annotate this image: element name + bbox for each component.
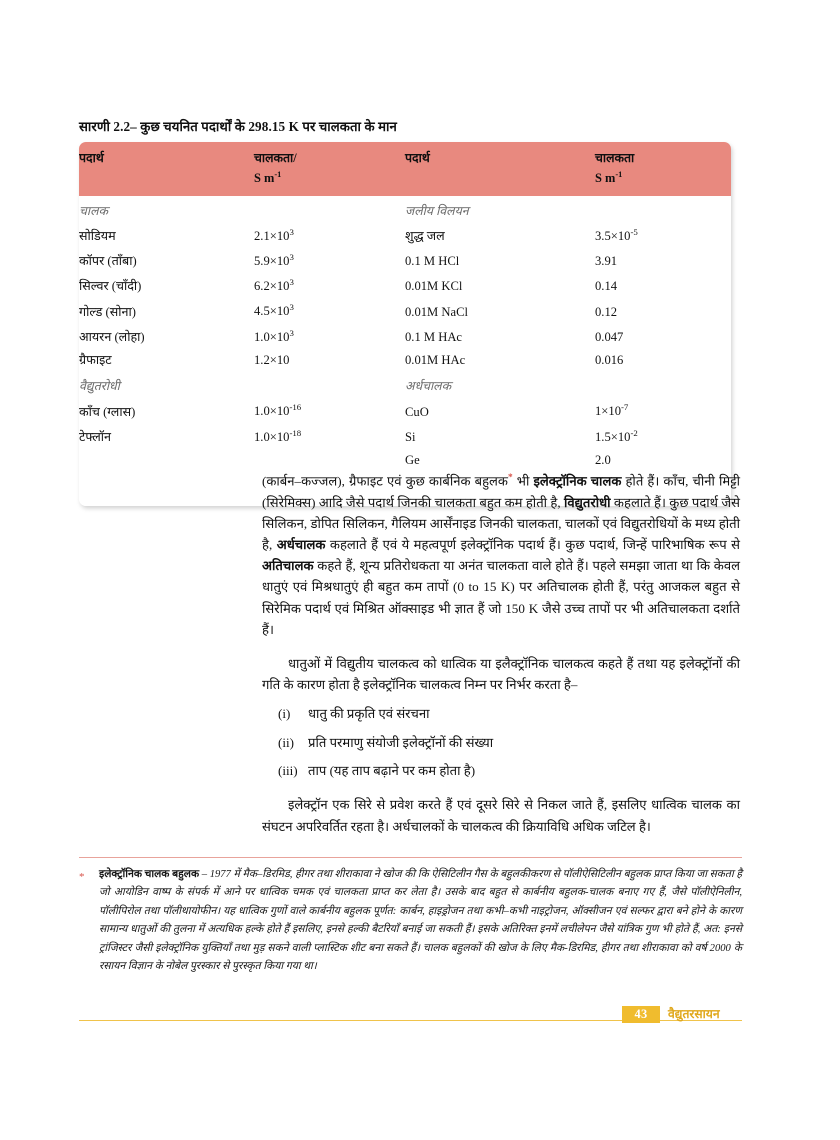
value-exponent: 3 bbox=[289, 251, 294, 262]
list-item-text: प्रति परमाणु संयोजी इलेक्ट्रॉनों की संख्या bbox=[308, 734, 494, 750]
right-conductivity-value bbox=[595, 299, 731, 324]
footnote-description: 1977 में मैक–डिरमिड, हीगर तथा शीराकावा ने खोज की कि ऐसिटिलीन गैस के बहुलकीकरण से पॉलीऐसिटिलीन बहुलक प्राप्त किया जा सकता है जो आयोडिन वाष्प के संपर्क में आने पर धात्विक चमक एवं चालकता प्राप्त कर लेता है। उसके बाद बहुत से कार्बनीय बहुलक-चालक बनाए गए हैं, जैसे पॉलीऐनिलीन, पॉलीपिरोल तथा पॉलीथायोफीन। यह धात्विक गुणों वाले कार्बनीय बहुलक पूर्णत: कार्बन, हाइड्रोजन तथा कभी–कभी नाइट्रोजन, ऑक्सीजन एवं सल्फर द्वारा बने होने के कारण सामान्य धातुओं की तुलना में अत्यधिक हल्के होते हैं इसलिए, इनसे हल्की बैटरियाँ बनाई जा सकती हैं। इसके अतिरिक्त इनमें लचीलेपन जैसे यांत्रिक गुण भी होते हैं, अत: इनसे ट्रांजिस्टर जैसी इलेक्ट्रॉनिक युक्तियाँ तथा मुड़ सकने वाली प्लास्टिक शीट बना सकते हैं। चालक बहुलकों की खोज के लिए मैक-डिरमिड, हीगर तथा शीराकावा को वर्ष 2000 के रसायन विज्ञान के नोबेल पुरस्कार से पुरस्कृत किया गया था। bbox=[99, 869, 742, 973]
footnote-marker: * bbox=[79, 871, 85, 883]
value-mantissa: 2.1×10 bbox=[254, 228, 290, 243]
value-mantissa: 2.0 bbox=[595, 452, 611, 467]
right-substance-name bbox=[405, 248, 595, 273]
right-substance-name bbox=[405, 399, 595, 424]
left-substance-name bbox=[79, 248, 254, 273]
table-row bbox=[79, 399, 731, 424]
footnote-divider bbox=[79, 857, 742, 858]
right-conductivity-value bbox=[595, 372, 731, 398]
value-mantissa: 3.91 bbox=[595, 254, 618, 269]
left-conductivity-value bbox=[254, 274, 405, 299]
value-exponent: -18 bbox=[289, 427, 302, 438]
value-exponent: 3 bbox=[289, 327, 294, 338]
row-substance-label: CuO bbox=[405, 404, 429, 419]
row-group-label: अर्धचालक bbox=[405, 379, 452, 394]
right-substance-name bbox=[405, 274, 595, 299]
header-unit-right bbox=[595, 168, 731, 188]
right-conductivity-value bbox=[595, 223, 731, 248]
header-conductivity-right-line1: चालकता bbox=[595, 151, 635, 165]
value-exponent: -7 bbox=[621, 402, 629, 413]
table-row bbox=[79, 324, 731, 349]
value-mantissa: 1.0×10 bbox=[254, 429, 290, 444]
footnote-text bbox=[99, 866, 742, 976]
para1-seg4: कहलाते हैं। कुछ पदार्थ जैसे सिलिकन, डोपित सिलिकन, गैलियम आर्सेंनाइड जिनकी चालकता, चालकों एवं विद्युतरोधियों के मध्य होती है, bbox=[262, 494, 740, 552]
value-mantissa: 3.5×10 bbox=[595, 228, 631, 243]
row-substance-label: Ge bbox=[405, 452, 420, 467]
right-conductivity-value bbox=[595, 274, 731, 299]
footnote-title: इलेक्ट्रॉनिक चालक बहुलक bbox=[99, 869, 200, 880]
row-substance-label: 0.01M HAc bbox=[405, 352, 466, 367]
left-conductivity-value bbox=[254, 196, 405, 223]
value-mantissa: 1×10 bbox=[595, 404, 621, 419]
right-substance-name bbox=[405, 196, 595, 223]
list-item bbox=[262, 733, 740, 753]
right-substance-name bbox=[405, 324, 595, 349]
left-substance-name bbox=[79, 324, 254, 349]
value-mantissa: 6.2×10 bbox=[254, 279, 290, 294]
right-substance-name bbox=[405, 424, 595, 449]
left-substance-name bbox=[79, 349, 254, 372]
table-row bbox=[79, 196, 731, 223]
left-conductivity-value bbox=[254, 372, 405, 398]
row-group-label: चालक bbox=[79, 203, 108, 218]
value-exponent: -16 bbox=[289, 402, 302, 413]
body-text-column bbox=[262, 468, 740, 837]
table-row bbox=[79, 372, 731, 398]
right-conductivity-value bbox=[595, 424, 731, 449]
row-substance-label: 0.1 M HAc bbox=[405, 329, 463, 344]
list-item-text: धातु की प्रकृति एवं संरचना bbox=[308, 706, 430, 722]
value-exponent: 3 bbox=[289, 226, 294, 237]
left-substance-name bbox=[79, 299, 254, 324]
para1-bold-electronic-conductor: इलेक्ट्रॉनिक चालक bbox=[533, 473, 622, 489]
left-substance-name bbox=[79, 274, 254, 299]
list-item-marker: (ii) bbox=[278, 734, 294, 750]
right-substance-name bbox=[405, 349, 595, 372]
header-unit-left-sup: -1 bbox=[274, 169, 282, 180]
right-substance-name bbox=[405, 372, 595, 398]
row-substance-label: शुद्ध जल bbox=[405, 228, 445, 243]
conductivity-table-container bbox=[79, 142, 731, 506]
list-item bbox=[262, 704, 740, 724]
paragraph-electron-flow: इलेक्ट्रॉन एक सिरे से प्रवेश करते हैं एवं दूसरे सिरे से निकल जाते हैं, इसलिए धात्विक चालक का संघटन अपरिवर्तित रहता है। अर्धचालकों के चालकत्व की क्रियाविधि अधिक जटिल है। bbox=[262, 797, 740, 834]
header-unit-left bbox=[254, 168, 405, 188]
left-substance-name bbox=[79, 372, 254, 398]
page-number-badge: 43 bbox=[622, 1006, 660, 1023]
header-conductivity-left-line1: चालकता/ bbox=[254, 151, 297, 165]
list-item bbox=[262, 761, 740, 781]
row-group-label: जलीय विलयन bbox=[405, 203, 469, 218]
row-substance-label: काँच (ग्लास) bbox=[79, 404, 136, 419]
chapter-name-label: वैद्युतरसायन bbox=[668, 1007, 720, 1021]
para1-seg1: (कार्बन–कज्जल), ग्रैफाइट एवं कुछ कार्बनिक बहुलक bbox=[262, 473, 508, 489]
value-mantissa: 1.0×10 bbox=[254, 329, 290, 344]
value-mantissa: 0.016 bbox=[595, 352, 624, 367]
left-substance-name bbox=[79, 472, 254, 505]
value-mantissa: 5.9×10 bbox=[254, 254, 290, 269]
row-substance-label: टेफ्लॉन bbox=[79, 429, 112, 444]
footnote-block bbox=[79, 866, 742, 976]
table-row bbox=[79, 274, 731, 299]
list-item-text: ताप (यह ताप बढ़ाने पर कम होता है) bbox=[308, 763, 476, 779]
footnote-reference-asterisk[interactable]: * bbox=[508, 473, 513, 483]
header-conductivity-left bbox=[254, 142, 405, 196]
table-header-row bbox=[79, 142, 731, 196]
value-exponent: -5 bbox=[630, 226, 638, 237]
value-mantissa: 4.5×10 bbox=[254, 304, 290, 319]
row-substance-label: सोडियम bbox=[79, 228, 116, 243]
para1-seg2: भी bbox=[512, 473, 534, 489]
right-conductivity-value bbox=[595, 349, 731, 372]
left-conductivity-value bbox=[254, 349, 405, 372]
left-substance-name bbox=[79, 399, 254, 424]
right-conductivity-value bbox=[595, 399, 731, 424]
left-conductivity-value bbox=[254, 399, 405, 424]
value-mantissa: 0.14 bbox=[595, 279, 618, 294]
para1-bold-semiconductor: अर्धचालक bbox=[276, 536, 326, 552]
value-mantissa: 0.047 bbox=[595, 329, 624, 344]
para1-seg3: होते हैं। काँच, चीनी मिट्टी (सिरेमिक्स) आदि जैसे पदार्थ जिनकी चालकता बहुत कम होती है, bbox=[262, 473, 740, 510]
row-group-label: वैद्युतरोधी bbox=[79, 379, 120, 394]
row-substance-label: Si bbox=[405, 429, 416, 444]
row-substance-label: गोल्ड (सोना) bbox=[79, 304, 136, 319]
row-substance-label: आयरन (लोहा) bbox=[79, 329, 145, 344]
conductivity-table bbox=[79, 142, 731, 506]
value-exponent: 3 bbox=[289, 302, 294, 313]
table-row bbox=[79, 299, 731, 324]
table-body bbox=[79, 196, 731, 506]
table-row bbox=[79, 223, 731, 248]
left-substance-name bbox=[79, 223, 254, 248]
header-unit-right-sup: -1 bbox=[615, 169, 623, 180]
left-substance-name bbox=[79, 424, 254, 449]
left-conductivity-value bbox=[254, 424, 405, 449]
row-substance-label: सिल्वर (चाँदी) bbox=[79, 279, 142, 294]
value-mantissa: 0.12 bbox=[595, 304, 618, 319]
para1-seg5: कहलाते हैं एवं ये महत्वपूर्ण इलेक्ट्रॉनिक पदार्थ हैं। कुछ पदार्थ, जिन्हें पारिभाषिक रूप से bbox=[325, 536, 740, 552]
row-substance-label: कॉपर (ताँबा) bbox=[79, 254, 137, 269]
value-exponent: -2 bbox=[630, 427, 638, 438]
para1-seg6: कहते हैं, शून्य प्रतिरोधकता या अनंत चालकता वाले होते हैं। पहले समझा जाता था कि केवल धातुएं एवं मिश्रधातुएं ही बहुत कम तापों (0 to 15 K) पर अतिचालक होती हैं, परंतु आजकल बहुत से सिरेमिक पदार्थ एवं मिश्रित ऑक्साइड भी ज्ञात हैं जो 150 K जैसे उच्च तापों पर भी अतिचालकता दर्शाते हैं। bbox=[262, 558, 740, 637]
para1-bold-superconductor: अतिचालक bbox=[262, 558, 314, 574]
para1-bold-insulator: विद्युतरोधी bbox=[564, 494, 611, 510]
left-substance-name bbox=[79, 449, 254, 472]
header-unit-left-base: S m bbox=[254, 171, 275, 186]
paragraph-metallic-conduction: धातुओं में विद्युतीय चालकत्व को धात्विक या इलैक्ट्रॉनिक चालकत्व कहते हैं तथा यह इलेक्ट्रॉनों की गति के कारण होता है इलेक्ट्रॉनिक चालकत्व निम्न पर निर्भर करता है– bbox=[262, 655, 740, 693]
left-conductivity-value bbox=[254, 324, 405, 349]
value-mantissa: 1.5×10 bbox=[595, 429, 631, 444]
left-conductivity-value bbox=[254, 248, 405, 273]
table-row bbox=[79, 248, 731, 273]
list-item-marker: (iii) bbox=[278, 763, 298, 779]
table-row bbox=[79, 424, 731, 449]
left-conductivity-value bbox=[254, 223, 405, 248]
row-substance-label: ग्रैफाइट bbox=[79, 352, 112, 367]
header-conductivity-right bbox=[595, 142, 731, 196]
right-conductivity-value bbox=[595, 324, 731, 349]
table-caption: सारणी 2.2– कुछ चयनित पदार्थों के 298.15 K पर चालकता के मान bbox=[79, 119, 397, 134]
left-substance-name bbox=[79, 196, 254, 223]
right-substance-name bbox=[405, 223, 595, 248]
value-mantissa: 1.2×10 bbox=[254, 352, 290, 367]
paragraph-conductors bbox=[262, 468, 740, 640]
header-unit-right-base: S m bbox=[595, 171, 616, 186]
left-conductivity-value bbox=[254, 299, 405, 324]
table-row bbox=[79, 349, 731, 372]
row-substance-label: 0.1 M HCl bbox=[405, 254, 460, 269]
dependency-factors-list bbox=[262, 704, 740, 781]
right-conductivity-value bbox=[595, 196, 731, 223]
right-substance-name bbox=[405, 299, 595, 324]
value-exponent: 3 bbox=[289, 277, 294, 288]
header-substance-left: पदार्थ bbox=[79, 142, 254, 196]
header-substance-right: पदार्थ bbox=[405, 142, 595, 196]
right-conductivity-value bbox=[595, 248, 731, 273]
row-substance-label: 0.01M KCl bbox=[405, 279, 463, 294]
value-mantissa: 1.0×10 bbox=[254, 404, 290, 419]
footnote-dash: – bbox=[199, 869, 210, 880]
row-substance-label: 0.01M NaCl bbox=[405, 304, 468, 319]
list-item-marker: (i) bbox=[278, 706, 291, 722]
